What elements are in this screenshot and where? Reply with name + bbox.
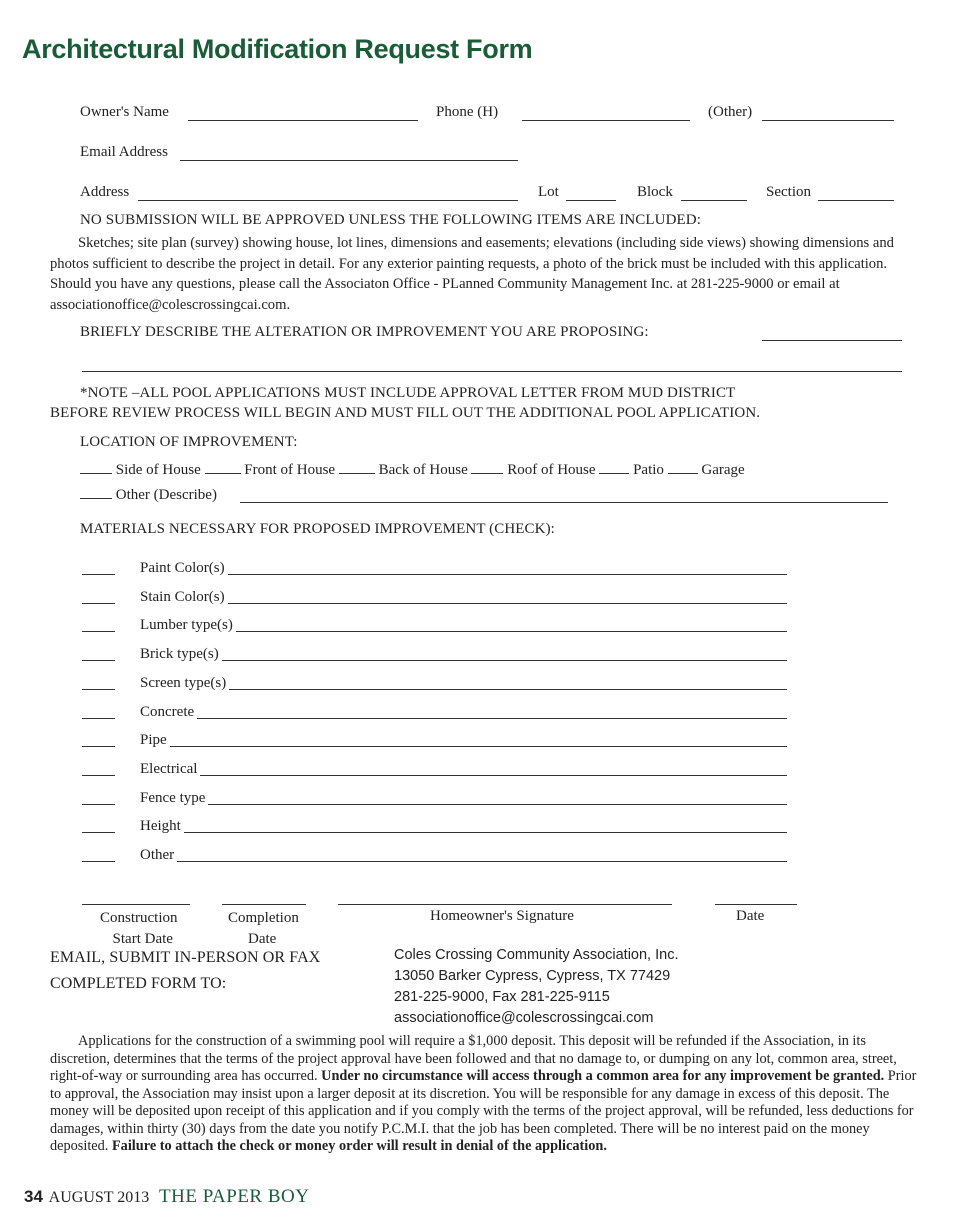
material-label: Brick type(s) [140, 646, 219, 663]
block-field[interactable] [681, 184, 747, 201]
material-label: Lumber type(s) [140, 617, 233, 634]
deposit-paragraph: Applications for the construction of a swimming pool will require a $1,000 deposit. This deposit will be refunded if the Association, in its discretion, determines that the terms of the project approval have been followed and that no damage to, or dumping on any lot, common area, street, right-of-way or surrounding area has occurred. Under no circumstance will access through a common area for any improvement be granted. Prior to approval, the Association may insist upon a larger deposit at its discretion. You will be responsible for any damage in excess of this deposit. The money will be deposited upon receipt of this application and if you comply with the terms of the project approval, will be refunded, less deductions for damages, within thirty (30) days from the date you notify P.C.M.I. that the job has been completed. There will be no interest paid on the money deposited. Failure to attach the check or money order will result in denial of the application. [50, 1033, 917, 1154]
lot-label: Lot [538, 184, 559, 200]
page-number: 34 [24, 1187, 43, 1206]
material-checkbox[interactable] [82, 574, 115, 575]
owner-name-field[interactable] [188, 104, 418, 121]
describe-field-line-2[interactable] [82, 371, 902, 372]
material-label: Height [140, 818, 181, 835]
material-field[interactable] [228, 603, 787, 604]
association-name: Coles Crossing Community Association, Inc. [394, 947, 679, 963]
material-label: Paint Color(s) [140, 560, 225, 576]
material-label: Stain Color(s) [140, 588, 225, 605]
address-field[interactable] [138, 184, 518, 201]
material-label: Other [140, 847, 175, 863]
footer [24, 1186, 309, 1208]
material-checkbox[interactable] [82, 660, 115, 661]
publication-name: THE PAPER BOY [159, 1186, 310, 1207]
material-label: Electrical [140, 760, 198, 777]
describe-field[interactable] [762, 324, 902, 341]
option-patio: Patio [633, 462, 664, 478]
association-address [394, 945, 678, 1029]
other-checkbox[interactable] [80, 486, 112, 499]
submit-label-1: EMAIL, SUBMIT IN-PERSON OR FAX [50, 949, 321, 966]
location-other [80, 486, 217, 504]
association-email[interactable]: associationoffice@colescrossingcai.com [394, 1010, 654, 1026]
material-field[interactable] [197, 718, 787, 719]
describe-label: BRIEFLY DESCRIBE THE ALTERATION OR IMPROVEMENT YOU ARE PROPOSING: [80, 324, 649, 340]
phone-h-field[interactable] [522, 104, 690, 121]
material-checkbox[interactable] [82, 775, 115, 776]
section-field[interactable] [818, 184, 894, 201]
location-options [80, 461, 745, 479]
page-title: Architectural Modification Request Form [22, 34, 533, 64]
completion-label: Completion Date [228, 910, 299, 947]
material-checkbox[interactable] [82, 746, 115, 747]
email-label: Email Address [80, 144, 168, 160]
material-field[interactable] [228, 574, 787, 575]
owner-name-label: Owner's Name [80, 104, 169, 120]
material-label: Concrete [140, 703, 195, 720]
location-other-field[interactable] [240, 486, 888, 503]
material-label: Screen type(s) [140, 674, 227, 691]
completion-date-line[interactable] [222, 904, 306, 905]
requirements-body: Sketches; site plan (survey) showing house, lot lines, dimensions and easements; elevations (including side views) showing dimensions and photos sufficient to describe the project in detail. For any exterior painting requests, a photo of the brick must be included with this application. Should you have any questions, please call the Associaton Office - PLanned Community Management Inc. at 281-225-9000 or email at associationoffice@colescrossingcai.com. [50, 235, 894, 313]
garage-checkbox[interactable] [668, 461, 698, 474]
material-checkbox[interactable] [82, 804, 115, 805]
block-label: Block [637, 184, 673, 200]
patio-checkbox[interactable] [599, 461, 629, 474]
option-back-of-house: Back of House [378, 462, 468, 478]
option-other-describe: Other (Describe) [115, 487, 217, 503]
association-phone-fax: 281-225-9000, Fax 281-225-9115 [394, 989, 610, 1005]
roof-checkbox[interactable] [471, 461, 503, 474]
date-label: Date [736, 908, 765, 924]
option-roof-of-house: Roof of House [507, 462, 596, 478]
material-checkbox[interactable] [82, 603, 115, 604]
material-field[interactable] [236, 631, 787, 632]
signature-line[interactable] [338, 904, 672, 905]
material-checkbox[interactable] [82, 832, 115, 833]
option-front-of-house: Front of House [244, 462, 336, 478]
material-field[interactable] [222, 660, 787, 661]
material-checkbox[interactable] [82, 631, 115, 632]
material-checkbox[interactable] [82, 861, 115, 862]
option-side-of-house: Side of House [115, 462, 201, 478]
homeowner-signature-label: Homeowner's Signature [430, 908, 574, 924]
front-checkbox[interactable] [205, 461, 241, 474]
address-label: Address [80, 184, 130, 200]
back-checkbox[interactable] [339, 461, 375, 474]
material-field[interactable] [170, 746, 787, 747]
section-label: Section [766, 184, 811, 200]
material-field[interactable] [200, 775, 787, 776]
requirements-heading: NO SUBMISSION WILL BE APPROVED UNLESS THE FOLLOWING ITEMS ARE INCLUDED: [80, 212, 702, 228]
material-field[interactable] [208, 804, 787, 805]
option-garage: Garage [701, 462, 745, 478]
issue-date: AUGUST 2013 [48, 1189, 150, 1206]
material-field[interactable] [184, 832, 787, 833]
pool-note-line-2: BEFORE REVIEW PROCESS WILL BEGIN AND MUST FILL OUT THE ADDITIONAL POOL APPLICATION. [50, 405, 761, 421]
lot-field[interactable] [566, 184, 616, 201]
pool-note-line-1: *NOTE –ALL POOL APPLICATIONS MUST INCLUDE APPROVAL LETTER FROM MUD DISTRICT [80, 385, 736, 401]
phone-h-label: Phone (H) [436, 104, 499, 120]
material-checkbox[interactable] [82, 689, 115, 690]
material-checkbox[interactable] [82, 718, 115, 719]
association-street: 13050 Barker Cypress, Cypress, TX 77429 [394, 968, 671, 984]
material-field[interactable] [177, 861, 787, 862]
date-line[interactable] [715, 904, 797, 905]
side-checkbox[interactable] [80, 461, 112, 474]
construction-start-label: Construction Start Date [100, 910, 178, 947]
material-label: Pipe [140, 732, 167, 749]
material-field[interactable] [229, 689, 787, 690]
phone-other-label: (Other) [708, 104, 753, 120]
material-label: Fence type [140, 789, 206, 806]
materials-heading: MATERIALS NECESSARY FOR PROPOSED IMPROVEMENT (CHECK): [80, 521, 555, 537]
submit-label-2: COMPLETED FORM TO: [50, 975, 227, 992]
phone-other-field[interactable] [762, 104, 894, 121]
email-field[interactable] [180, 144, 518, 161]
construction-start-line[interactable] [82, 904, 190, 905]
location-heading: LOCATION OF IMPROVEMENT: [80, 434, 298, 450]
